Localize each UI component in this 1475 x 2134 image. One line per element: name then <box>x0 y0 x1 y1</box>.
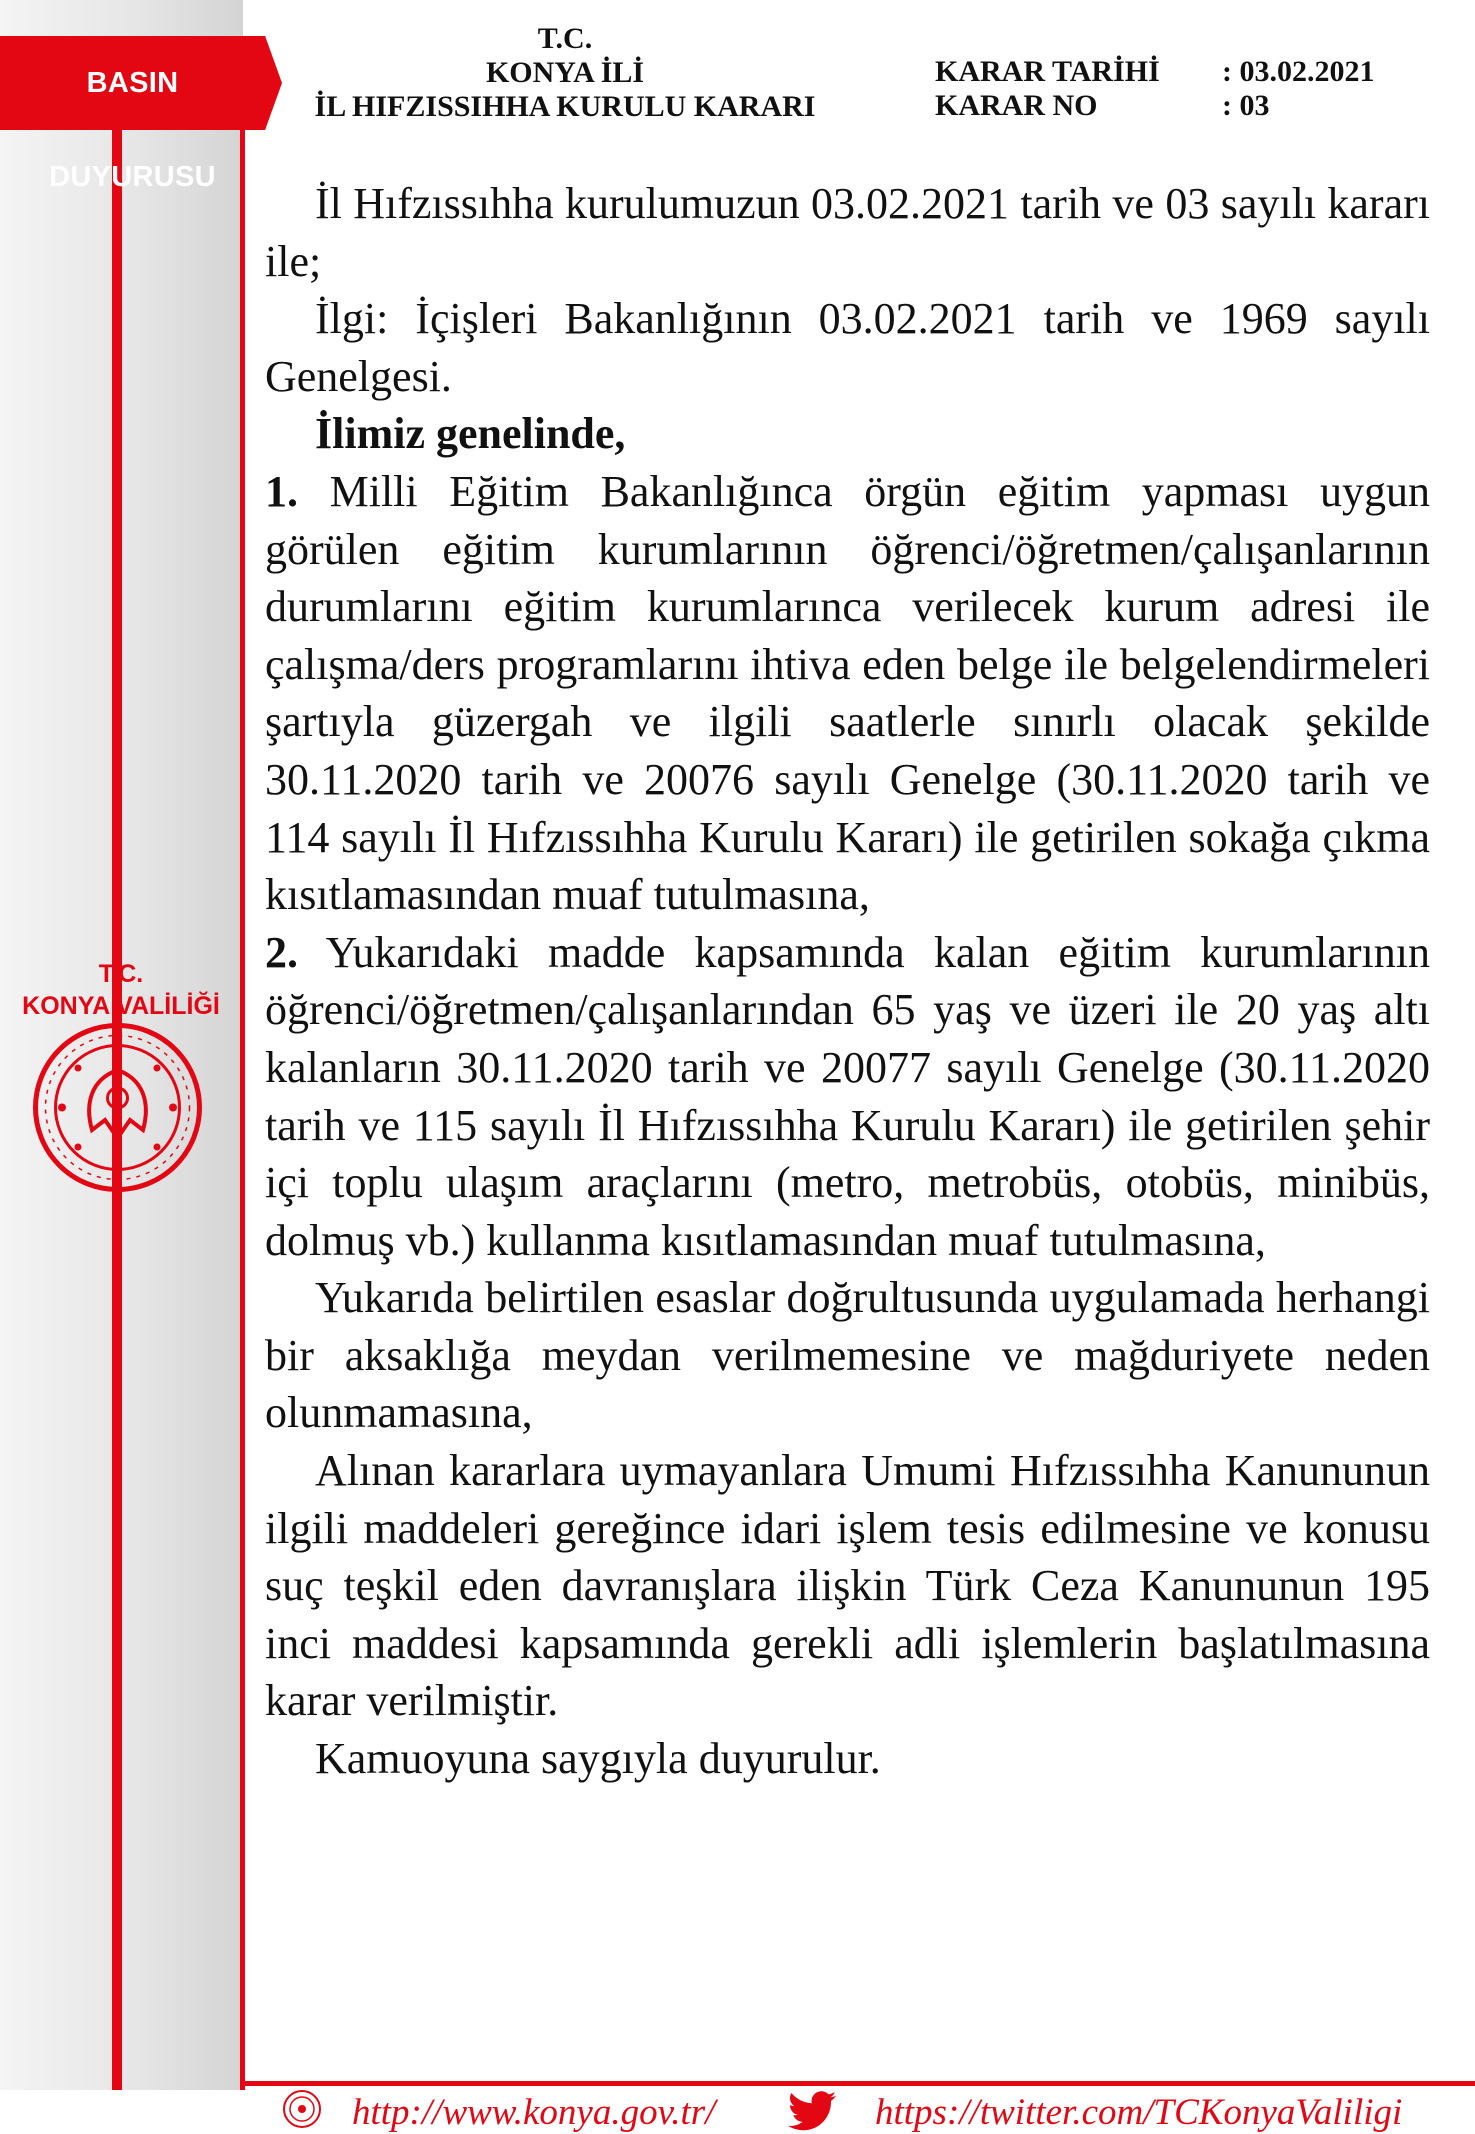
paragraph-sanctions: Alınan kararlara uymayanlara Umumi Hıfzıssıhha Kanununun ilgili maddeleri gereğince idari işlem tesis edilmesine ve konusu suç teşkil eden davranışlara ilişkin Türk Ceza Kanununun 195 inci maddesi kapsamında gerekli adli işlemlerin başlatılmasına karar verilmiştir. <box>265 1446 1430 1726</box>
decision-meta <box>935 55 1375 123</box>
gov-line-2: KONYA VALİLİĞİ <box>22 992 220 1020</box>
paragraph-reference: İlgi: İçişleri Bakanlığının 03.02.2021 tarih ve 1969 sayılı Genelgesi. <box>265 294 1430 401</box>
press-release-label: BASIN DUYURUSU <box>49 67 216 193</box>
paragraph-scope <box>265 405 1430 463</box>
article-2 <box>265 924 1430 1270</box>
governorship-title <box>10 958 232 1022</box>
decision-date-label: KARAR TARİHİ <box>935 55 1160 88</box>
article-1-number: 1. <box>265 466 298 516</box>
paragraph-implementation: Yukarıda belirtilen esaslar doğrultusunda uygulamada herhangi bir aksaklığa meydan verilmemesine ve mağduriyete neden olunmamasına, <box>265 1273 1430 1438</box>
seal-icon <box>282 2089 322 2129</box>
paragraph-intro: İl Hıfzıssıhha kurulumuzun 03.02.2021 tarih ve 03 sayılı kararı ile; <box>265 179 1430 286</box>
twitter-icon[interactable] <box>785 2091 839 2131</box>
decision-no-label: KARAR NO <box>935 89 1098 122</box>
article-1-text: Milli Eğitim Bakanlığınca örgün eğitim yapması uygun görülen eğitim kurumlarının öğrenci/öğretmen/çalışanlarının durumlarını eğitim kurumlarınca verilecek kurum adresi ile çalışma/ders programlarını ihtiva eden belge ile belgelendirmeleri şartıyla güzergah ve ilgili saatlerle sınırlı olacak şekilde 30.11.2020 tarih ve 20076 sayılı Genelge (30.11.2020 tarih ve 114 sayılı İl Hıfzıssıhha Kurulu Kararı) ile getirilen sokağa çıkma kısıtlamasından muaf tutulmasına, <box>265 466 1430 920</box>
decision-date-row <box>935 55 1375 89</box>
seal-icon <box>30 1020 205 1195</box>
twitter-link[interactable]: https://twitter.com/TCKonyaValiligi <box>875 2092 1403 2133</box>
article-2-number: 2. <box>265 927 298 977</box>
header-tc: T.C. <box>537 22 593 55</box>
footer-stripe-stub <box>112 2075 122 2090</box>
header-province: KONYA İLİ <box>485 56 645 89</box>
decision-body <box>265 175 1430 1788</box>
header-board: İL HIFZISSIHHA KURULU KARARI <box>314 90 816 123</box>
decision-date-value: : 03.02.2021 <box>1222 55 1375 88</box>
gov-line-1: T.C. <box>98 960 144 988</box>
paragraph-closing: Kamuoyuna saygıyla duyurulur. <box>315 1734 881 1784</box>
footer-divider <box>243 2081 1475 2086</box>
decision-header <box>285 22 845 124</box>
scope-heading: İlimiz genelinde, <box>315 409 626 459</box>
website-link[interactable]: http://www.konya.gov.tr/ <box>352 2092 716 2133</box>
sidebar-divider-line <box>240 40 245 2090</box>
decision-no-value: : 03 <box>1222 89 1270 122</box>
article-1 <box>265 463 1430 924</box>
article-2-text: Yukarıdaki madde kapsamında kalan eğitim kurumlarının öğrenci/öğretmen/çalışanlarından 65 yaş ve üzeri ile 20 yaş altı kalanların 30.11.2020 tarih ve 20077 sayılı Genelge (30.11.2020 tarih ve 115 sayılı İl Hıfzıssıhha Kurulu Kararı) ile getirilen şehir içi toplu ulaşım araçlarını (metro, metrobüs, otobüs, minibüs, dolmuş vb.) kullanma kısıtlamasından muaf tutulmasına, <box>265 927 1430 1265</box>
decision-no-row <box>935 89 1375 123</box>
footer <box>0 2075 1475 2132</box>
